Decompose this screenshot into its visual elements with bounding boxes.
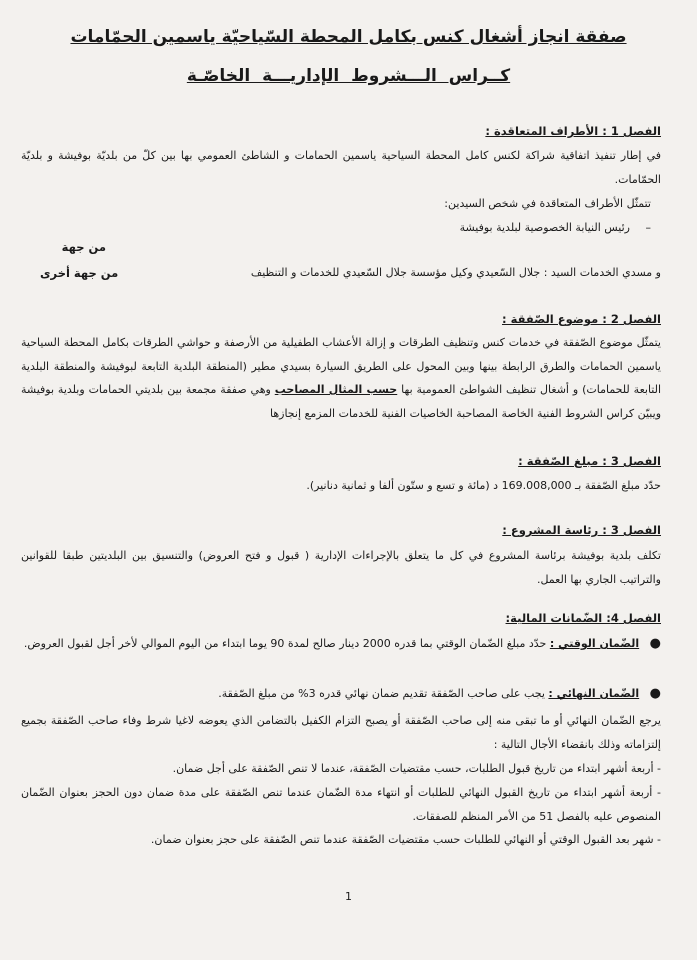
section3-presidency-heading: الفصل 3 : رئاسة المشروع :	[502, 523, 661, 537]
parties-intro: تتمثّل الأطراف المتعاقدة في شخص السيدين:	[444, 197, 651, 210]
bullet-icon: ●	[649, 686, 661, 701]
temp-guarantee-label: الضّمان الوقتي :	[549, 637, 640, 650]
side1-label: من جهة	[61, 240, 106, 254]
deadline-item-2: - أربعة أشهر ابتداء من تاريخ القبول النهائي للطلبات أو انتهاء مدة الضّمان عندما تنص الصّفقة على مدة ضمان دون الحجز بعنوان الضّمان المنصوص عليه بالفصل 51 من الأمر المنظم للصفقات.	[21, 786, 661, 823]
document-subtitle: كــراس الـــشروط الإداريـــة الخاصّـة	[186, 66, 511, 86]
section3-amount-heading: الفصل 3 : مبلغ الصّفقة :	[518, 454, 661, 468]
temp-guarantee-text: حدّد مبلغ الضّمان الوقتي بما قدره 2000 دينار صالح لمدة 90 يوما ابتداء من اليوم الموالي لأخر أجل لقبول العروض.	[23, 637, 547, 650]
section2-text-before: يتمثّل موضوع الصّفقة في خدمات كنس وتنظيف الطرقات و إزالة الأعشاب الطفيلية من الأرصفة و حواشي الطرقات بكامل المحطة السياحية ياسمين الحمامات والطرق الرابطة بينها وبين المحول على الطريق السيارة بسيدي مطير (المنطقة البلدية التابعة لبوفيشة والمنطقة البلدية التابعة للحمامات) و أشغال تنظيف الشواطئ العمومية بها	[21, 336, 662, 396]
party1-line	[460, 221, 651, 234]
section2-heading: الفصل 2 : موضوع الصّفقة :	[502, 312, 661, 326]
section2-text-after: وهي صفقة مجمعة بين بلديتي الحمامات وبلدية بوفيشة ويبيّن كراس الشروط الفنية الخاصة المصاحبة الخاصيات الفنية للخدمات المزمع إنجازها	[21, 383, 661, 420]
page-number: 1	[345, 890, 352, 903]
temp-guarantee-paragraph	[21, 632, 661, 656]
guarantee-return-paragraph: يرجع الضّمان النهائي أو ما تبقى منه إلى صاحب الصّفقة أو يصبح التزام الكفيل بالتضامن الذي يعوضه لاغيا شرط وفاء صاحب الصّفقة بجميع إلتزاماته وذلك بانقضاء الأجال التالية :	[21, 714, 661, 751]
party1-dash: –	[645, 221, 651, 234]
party1-text: رئيس النيابة الخصوصية لبلدية بوفيشة	[459, 221, 630, 234]
section3-presidency-paragraph: تكلف بلدية بوفيشة برئاسة المشروع في كل ما يتعلق بالإجراءات الإدارية ( قبول و فتح العروض) والتنسيق بين البلديتين طبقا للقوانين والتراتيب الجاري بها العمل.	[21, 549, 661, 586]
document-title: صفقة انجاز أشغال كنس بكامل المحطة السّياحيّة ياسمين الحمّامات	[70, 27, 627, 47]
section2-paragraph	[21, 331, 661, 425]
party2-text: و مسدي الخدمات السيد : جلال السّعيدي وكيل مؤسسة جلال السّعيدي للخدمات و التنظيف	[250, 266, 661, 279]
deadline-item-3: - شهر بعد القبول الوقتي أو النهائي للطلبات حسب مقتضيات الصّفقة عندما تنص الصّفقة على حجز بعنوان ضمان.	[150, 833, 661, 846]
side2-label: من جهة أخرى	[40, 266, 119, 280]
section1-paragraph: في إطار تنفيذ اتفاقية شراكة لكنس كامل المحطة السياحية ياسمين الحمامات و الشاطئ العمومي بها بين كلّ من بلديّة بوفيشة و بلديّة الحمّامات.	[21, 149, 661, 186]
section4-heading: الفصل 4: الضّمانات المالية:	[505, 611, 661, 625]
section2-emphasis: حسب المثال المصاحب	[274, 383, 398, 396]
bullet-icon: ●	[649, 636, 661, 651]
final-guarantee-label: الضّمان النهائي :	[548, 687, 640, 700]
deadline-item-1: - أربعة أشهر ابتداء من تاريخ قبول الطلبات، حسب مقتضيات الصّفقة، عندما لا تنص الصّفقة على أجل ضمان.	[172, 762, 661, 775]
final-guarantee-text: يجب على صاحب الصّفقة تقديم ضمان نهائي قدره 3% من مبلغ الصّفقة.	[218, 687, 545, 700]
section1-heading: الفصل 1 : الأطراف المتعاقدة :	[485, 124, 661, 138]
final-guarantee-line	[218, 686, 661, 701]
section3-amount-text: حدّد مبلغ الصّفقة بـ 169.008,000 د (مائة و تسع و ستّون ألفا و ثمانية دنانير).	[306, 479, 661, 492]
